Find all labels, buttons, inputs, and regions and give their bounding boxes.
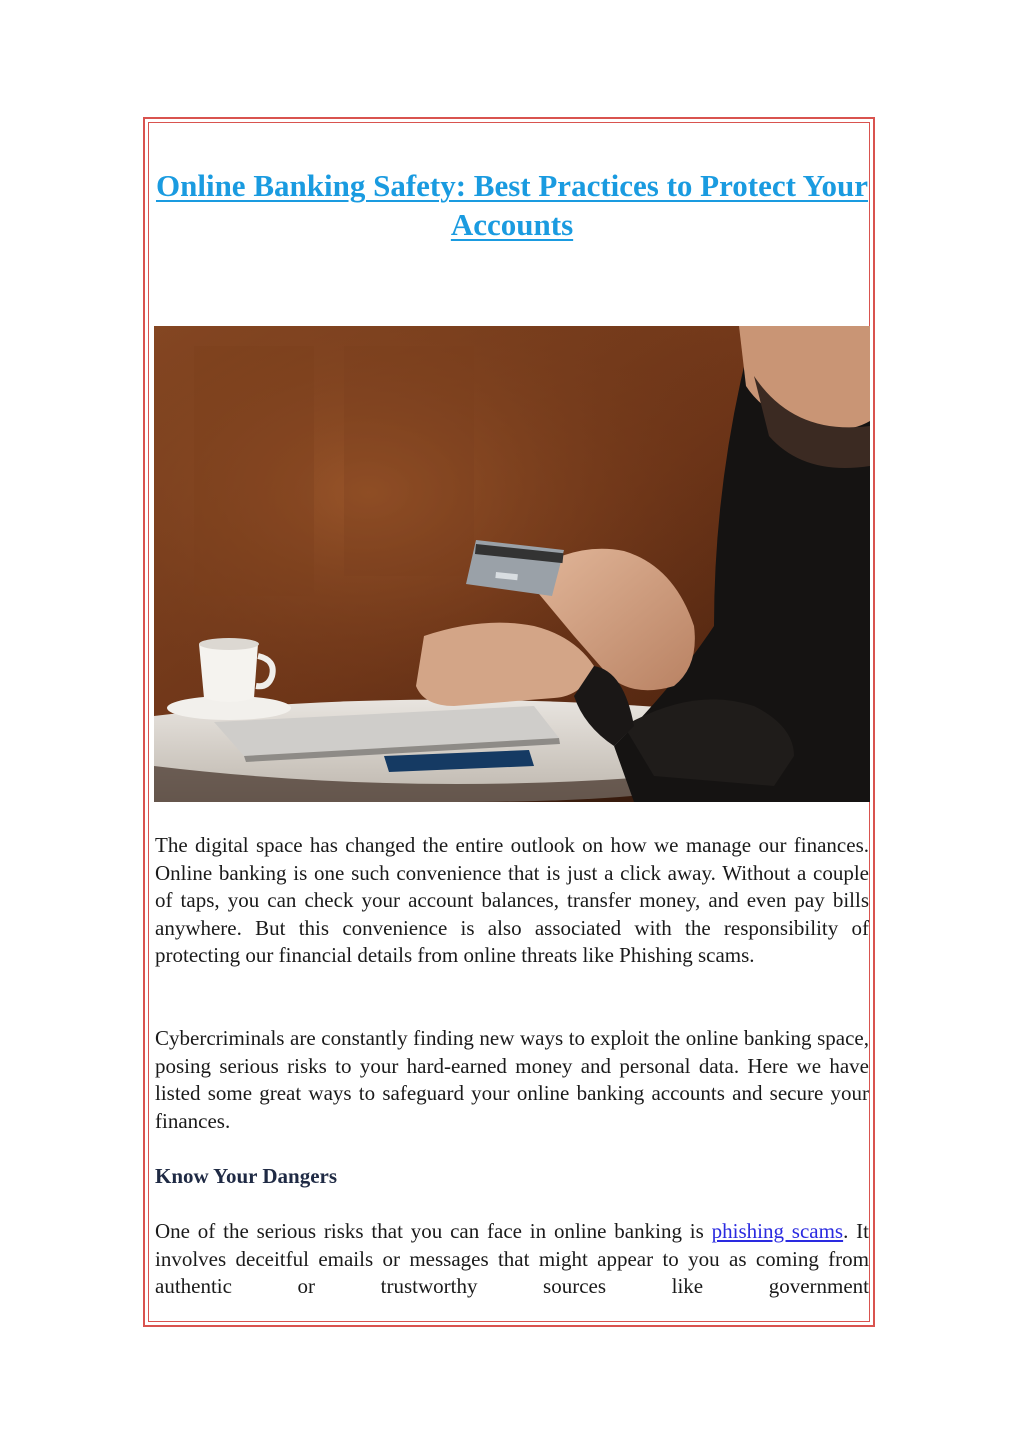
paragraph-dangers-text-start: One of the serious risks that you can face in online banking is xyxy=(155,1219,712,1243)
paragraph-dangers xyxy=(155,1218,869,1301)
hero-photo-illustration xyxy=(154,326,870,802)
paragraph-intro: The digital space has changed the entire outlook on how we manage our finances. Online banking is one such convenience that is just a click away. Without a couple of taps, you can check your account balances, transfer money, and even pay bills anywhere. But this convenience is also associated with the responsibility of protecting our financial details from online threats like Phishing scams. xyxy=(155,833,869,967)
section-heading: Know Your Dangers xyxy=(155,1164,338,1188)
article-title[interactable]: Online Banking Safety: Best Practices to Protect Your Accounts xyxy=(155,168,869,242)
hero-image xyxy=(154,326,870,802)
phishing-scams-link[interactable]: phishing scams xyxy=(711,1219,844,1243)
paragraph-cybercriminals: Cybercriminals are constantly finding new ways to exploit the online banking space, posing serious risks to your hard-earned money and personal data. Here we have listed some great ways to safeguard your online banking accounts and secure your finances. xyxy=(155,1026,869,1133)
paragraph-dangers-text-end: . It involves deceitful emails or messages that might appear to you as coming from authentic or trustworthy sources like government xyxy=(155,1219,870,1298)
